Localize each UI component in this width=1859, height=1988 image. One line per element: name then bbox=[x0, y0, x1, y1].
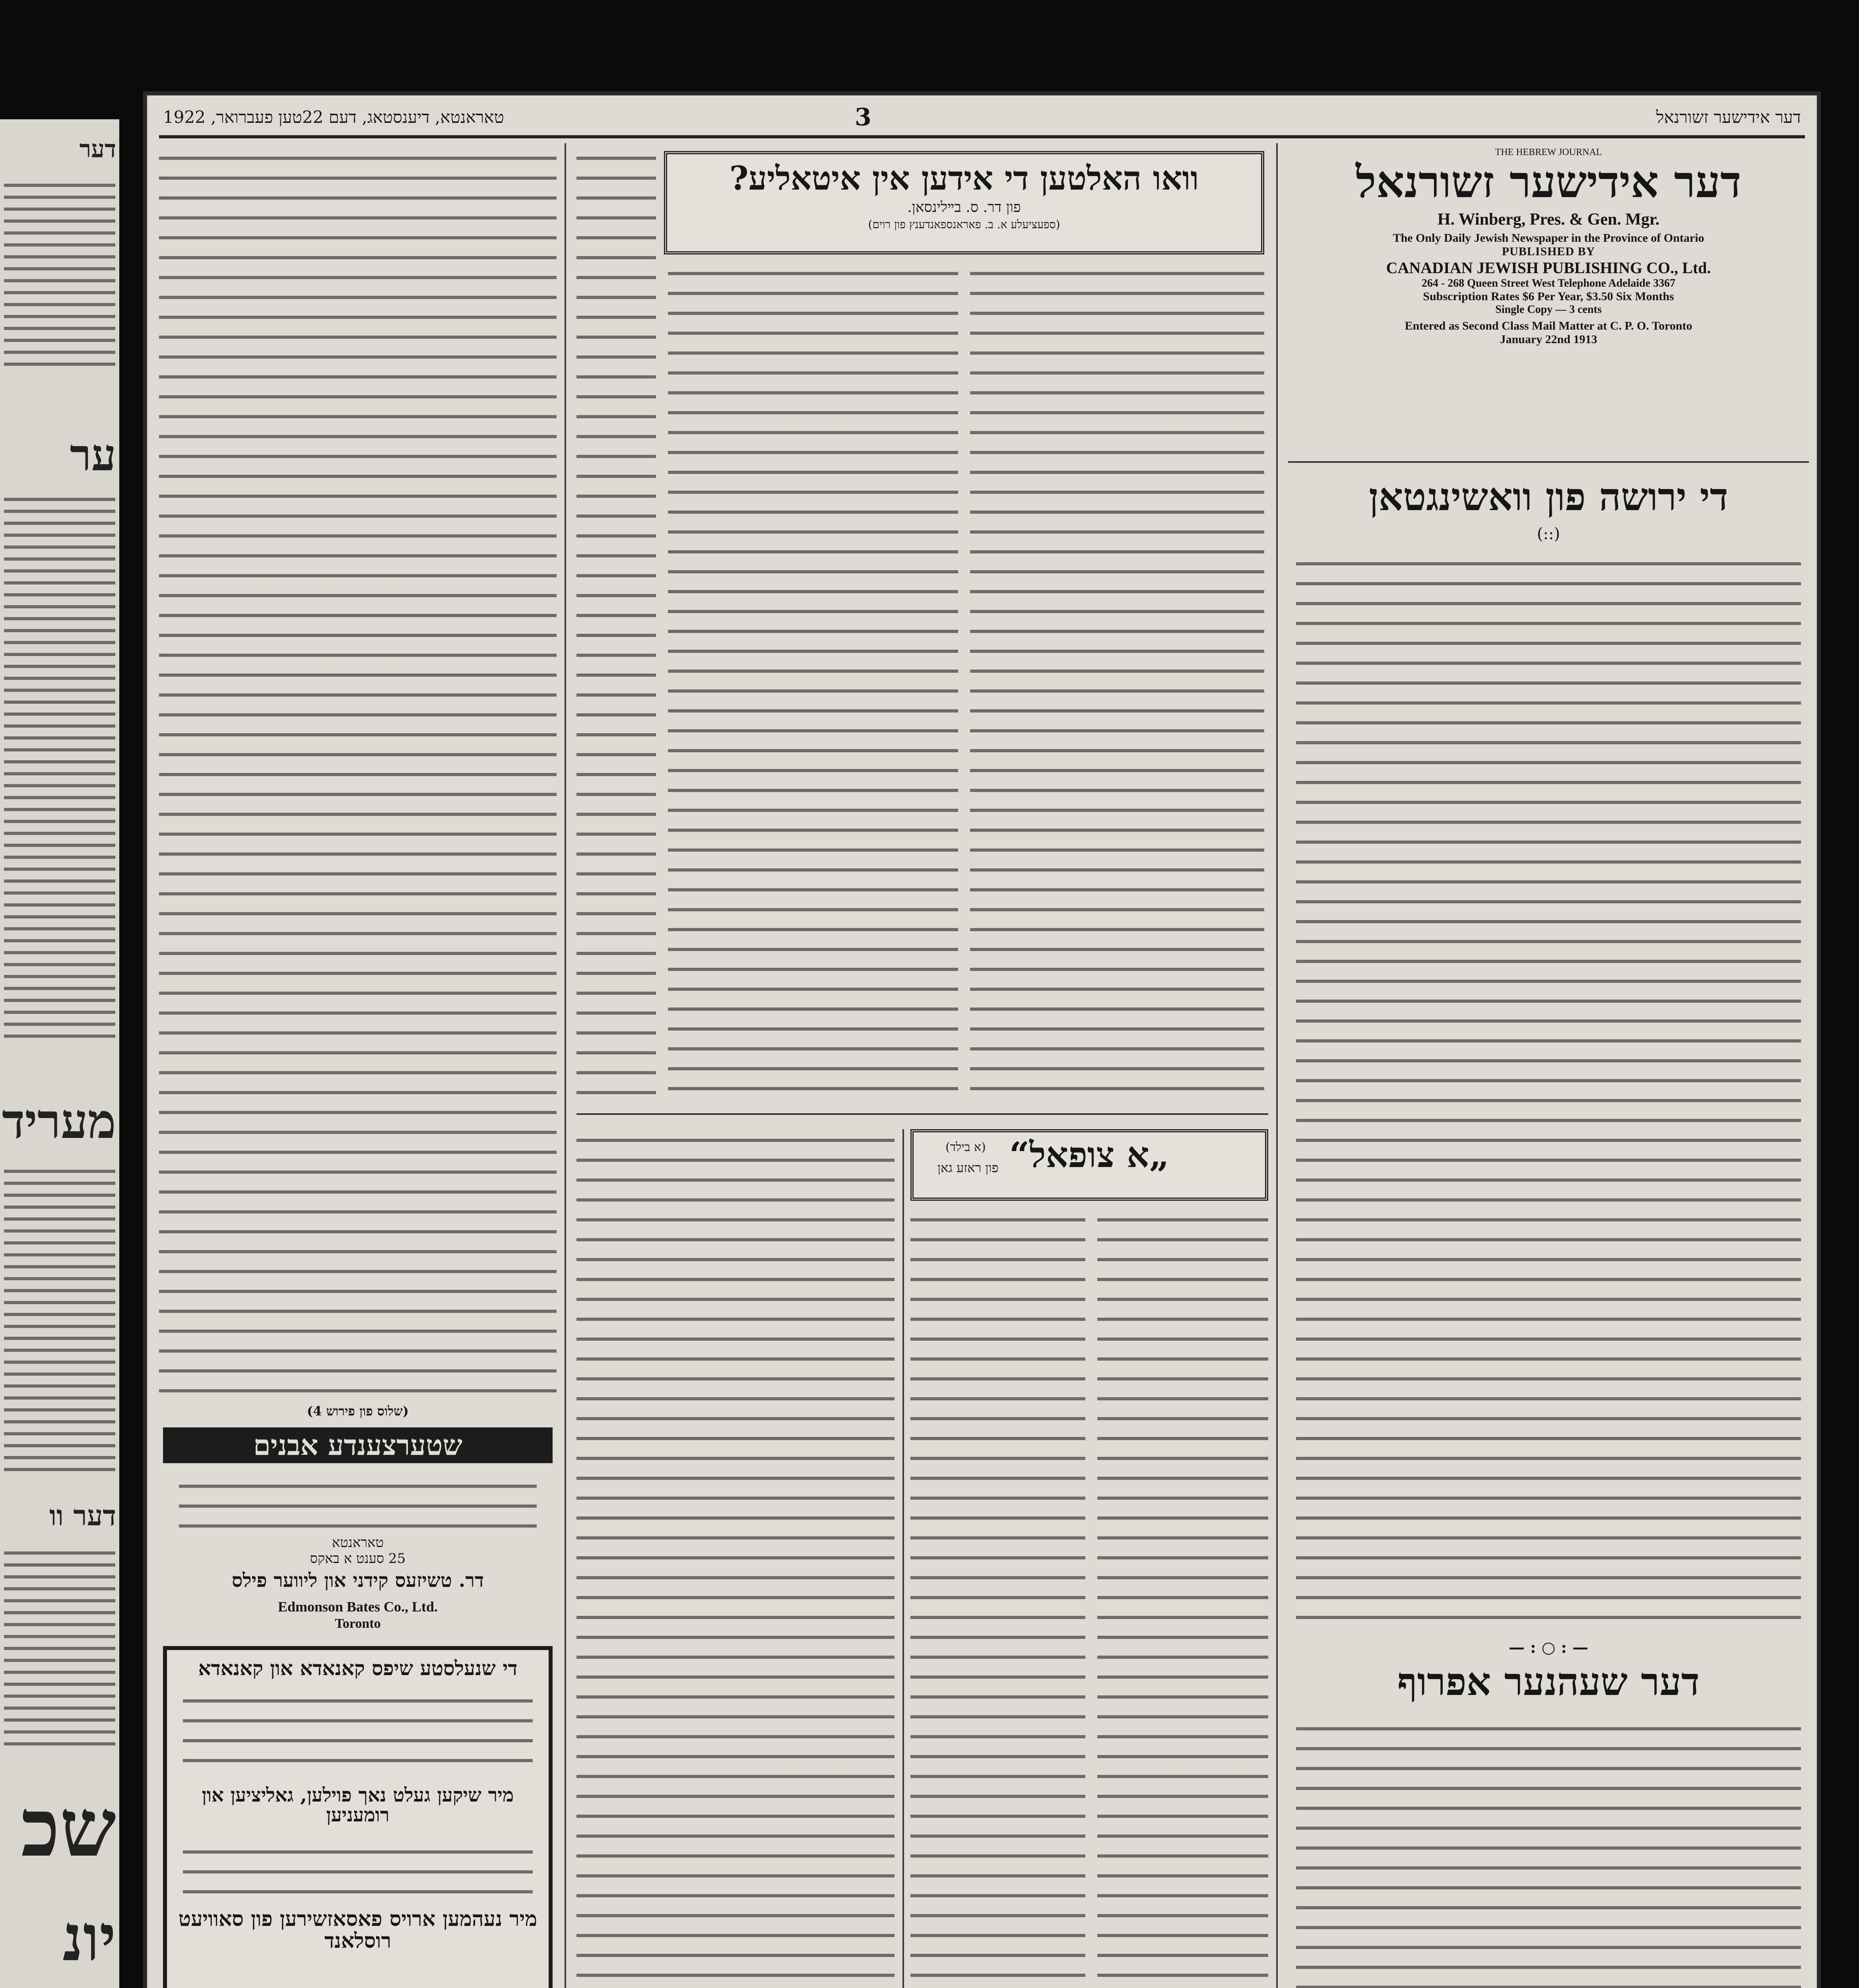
prev-page-fragment: דער bbox=[79, 135, 116, 163]
previous-page-sliver bbox=[0, 119, 119, 1988]
editorial-ornament: (::) bbox=[1537, 525, 1560, 543]
ad-tickets-subtitle: מיר שיקען געלט נאך פוילען, גאליציען און רומעניען bbox=[202, 1784, 514, 1827]
masthead-tagline: The Only Daily Jewish Newspaper in the Province of Ontario bbox=[1393, 231, 1704, 245]
prev-page-fragment: מעריד bbox=[2, 1093, 116, 1149]
masthead-subscription: Subscription Rates $6 Per Year, $3.50 Six Months bbox=[1423, 290, 1674, 303]
feature-byline: פון דר. ס. בײלינסאן. bbox=[907, 199, 1021, 216]
page-number: 3 bbox=[855, 103, 871, 131]
feature-title-box bbox=[664, 151, 1264, 254]
ad-stones-title: שטערצענדע אבנים bbox=[163, 1427, 553, 1463]
story-author: פון ראזע גאן bbox=[937, 1160, 999, 1175]
running-head-title: דער אידישער זשורנאל bbox=[1656, 107, 1801, 127]
ad-stones bbox=[163, 1427, 553, 1634]
prev-page-text bbox=[4, 1543, 115, 1749]
divider bbox=[576, 1113, 1268, 1115]
masthead-company: CANADIAN JEWISH PUBLISHING CO., Ltd. bbox=[1386, 259, 1711, 277]
editorial-title: די ירושה פון וואשינגטאן bbox=[1369, 474, 1728, 519]
feature-title: וואו האלטען די אידען אין איטאליע? bbox=[729, 159, 1199, 198]
ad-stones-city: Toronto bbox=[335, 1616, 381, 1631]
divider bbox=[1288, 461, 1809, 463]
ad-stones-company: Edmonson Bates Co., Ltd. bbox=[277, 1599, 438, 1615]
newspaper-page bbox=[143, 91, 1821, 1988]
prev-page-fragment: יונ bbox=[62, 1901, 116, 1975]
article-body bbox=[159, 147, 557, 1400]
ad-stones-line: טאראנטא bbox=[332, 1535, 384, 1551]
masthead-address: 264 - 268 Queen Street West Telephone Adelaide 3367 bbox=[1421, 277, 1676, 289]
section-separator: — : ○ : — bbox=[1508, 1638, 1589, 1657]
column-rule bbox=[902, 1129, 904, 1988]
prev-page-fragment: שכ bbox=[21, 1781, 116, 1875]
editorial-body bbox=[1296, 553, 1801, 1634]
header-rule bbox=[159, 135, 1805, 138]
article-footer: (שלוס פון פירוש 4) bbox=[307, 1404, 409, 1419]
ad-stones-body bbox=[179, 1475, 537, 1531]
ad-tickets bbox=[163, 1646, 553, 1988]
column-rule bbox=[565, 143, 566, 1988]
article-body bbox=[576, 147, 656, 1101]
ad-stones-doctor: דר. טשיזעס קידני און ליווער פילס bbox=[231, 1569, 484, 1592]
prev-page-text bbox=[4, 1161, 115, 1471]
masthead-manager: H. Winberg, Pres. & Gen. Mgr. bbox=[1437, 210, 1660, 229]
running-head-date: טאראנטא, דיענסטאג, דעם 22טען פעברואר, 1922 bbox=[163, 107, 505, 127]
masthead-date: January 22nd 1913 bbox=[1500, 333, 1597, 346]
masthead-english-name: THE HEBREW JOURNAL bbox=[1495, 147, 1602, 157]
ad-stones-line: 25 סענט א באקס bbox=[310, 1551, 406, 1567]
masthead bbox=[1288, 147, 1809, 346]
story-subtitle: (א בילד) bbox=[945, 1140, 986, 1154]
editorial-title: דער שעהנער אפרוף bbox=[1397, 1659, 1700, 1704]
masthead-published-by: PUBLISHED BY bbox=[1502, 245, 1595, 258]
prev-page-text bbox=[4, 175, 115, 374]
feature-note: (ספעציעלע א. ב. פאראנספאנדענץ פון רוים) bbox=[868, 218, 1060, 231]
story-title: „א צופאל“ bbox=[1009, 1134, 1170, 1175]
column-rule bbox=[1276, 143, 1278, 1988]
ad-tickets-title: די שנעלסטע שיפס קאנאדא און קאנאדא bbox=[198, 1656, 518, 1680]
ad-tickets-body bbox=[183, 1841, 533, 1901]
masthead-title: דער אידישער זשורנאל bbox=[1356, 156, 1741, 208]
feature-body bbox=[668, 262, 958, 1097]
editorial-body bbox=[1296, 1718, 1801, 1988]
prev-page-fragment: ער bbox=[70, 429, 116, 481]
story-title-box bbox=[910, 1129, 1268, 1201]
masthead-single-copy: Single Copy — 3 cents bbox=[1495, 303, 1602, 316]
ad-tickets-body bbox=[183, 1690, 533, 1777]
masthead-entered: Entered as Second Class Mail Matter at C. P. O. Toronto bbox=[1405, 319, 1692, 332]
story-body bbox=[910, 1209, 1085, 1988]
ad-tickets-subtitle: מיר נעהמען ארויס פאסאזשירען פון סאוויעט רוסלאנד bbox=[178, 1907, 538, 1953]
story-body bbox=[1097, 1209, 1268, 1988]
story-body bbox=[576, 1129, 895, 1988]
prev-page-fragment: דער וו bbox=[49, 1499, 116, 1532]
feature-body bbox=[970, 262, 1264, 1097]
prev-page-text bbox=[4, 489, 115, 1046]
